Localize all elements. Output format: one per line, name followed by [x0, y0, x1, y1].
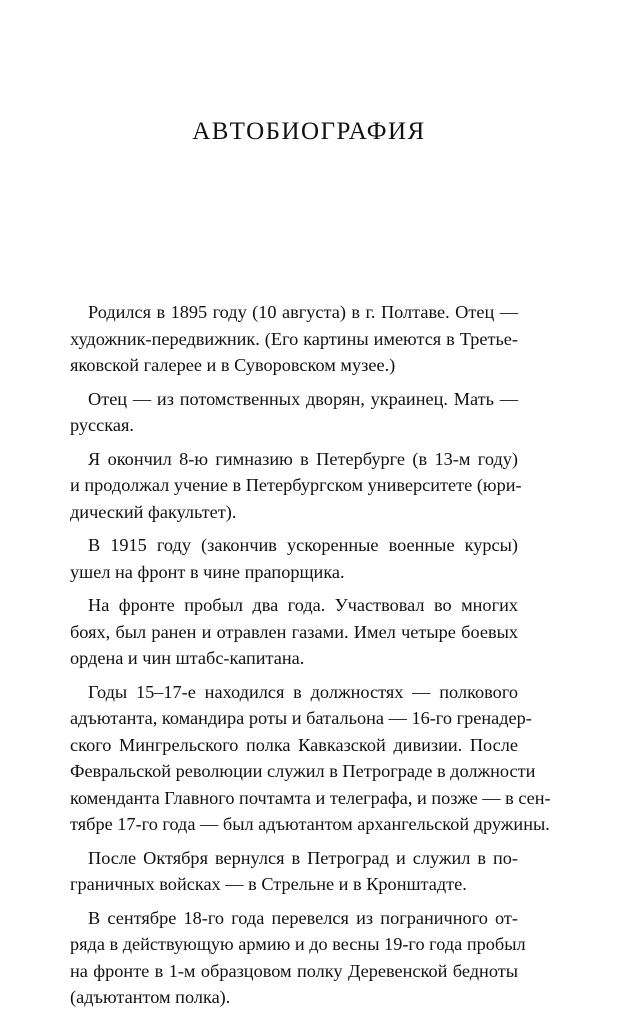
text-line: После Октября вернулся в Петроград и служил в по-	[88, 847, 518, 868]
paragraph	[70, 845, 518, 898]
text-line: тябре 17-го года — был адъютантом архангельской дружины.	[70, 814, 550, 834]
text-line: коменданта Главного почтамта и телеграфа, и позже — в сен-	[70, 787, 551, 808]
text-line: на фронте в 1-м образцовом полку Деревенской бедноты	[70, 960, 518, 981]
text-line: и продолжал учение в Петербургском университете (юри-	[70, 475, 522, 495]
text-line: адъютанта, командира роты и батальона — 16-го гренадер-	[70, 708, 532, 728]
text-line: Родился в 1895 году (10 августа) в г. Полтаве. Отец —	[88, 302, 518, 322]
paragraph	[70, 905, 526, 1011]
text-line: русская.	[70, 415, 134, 435]
text-line: Отец — из потомственных дворян, украинец. Мать —	[88, 388, 518, 409]
text-line: Февральской революции служил в Петрограде в должности	[70, 761, 536, 781]
text-line: дический факультет).	[70, 501, 237, 522]
text-line: (адъютантом полка).	[70, 987, 231, 1007]
text-line: яковской галерее и в Суворовском музее.)	[70, 355, 396, 375]
page-title: АВТОБИОГРАФИЯ	[192, 118, 426, 145]
text-line: ского Мингрельского полка Кавказской дивизии. После	[70, 734, 518, 755]
paragraph	[70, 299, 518, 379]
paragraph	[70, 446, 522, 526]
text-line: В сентябре 18-го года перевелся из пограничного от-	[88, 907, 518, 928]
text-line: художник-передвижник. (Его картины имеются в Третье-	[70, 328, 518, 349]
text-line: Годы 15–17-е находился в должностях — полкового	[88, 681, 518, 702]
paragraph	[70, 679, 551, 838]
text-line: ордена и чин штабс-капитана.	[70, 648, 305, 668]
paragraph	[70, 592, 518, 672]
autobiography-text	[70, 299, 551, 1018]
text-line: Я окончил 8-ю гимназию в Петербурге (в 13-м году)	[88, 448, 518, 469]
text-line: ушел на фронт в чине прапорщика.	[70, 561, 345, 582]
paragraph	[70, 532, 518, 585]
text-line: На фронте пробыл два года. Участвовал во многих	[88, 595, 518, 615]
paragraph	[70, 386, 518, 439]
text-line: боях, был ранен и отравлен газами. Имел четыре боевых	[70, 621, 518, 642]
text-line: граничных войсках — в Стрельне и в Кронштадте.	[70, 874, 467, 894]
text-line: В 1915 году (закончив ускоренные военные курсы)	[88, 535, 518, 555]
text-line: ряда в действующую армию и до весны 19-го года пробыл	[70, 934, 526, 954]
